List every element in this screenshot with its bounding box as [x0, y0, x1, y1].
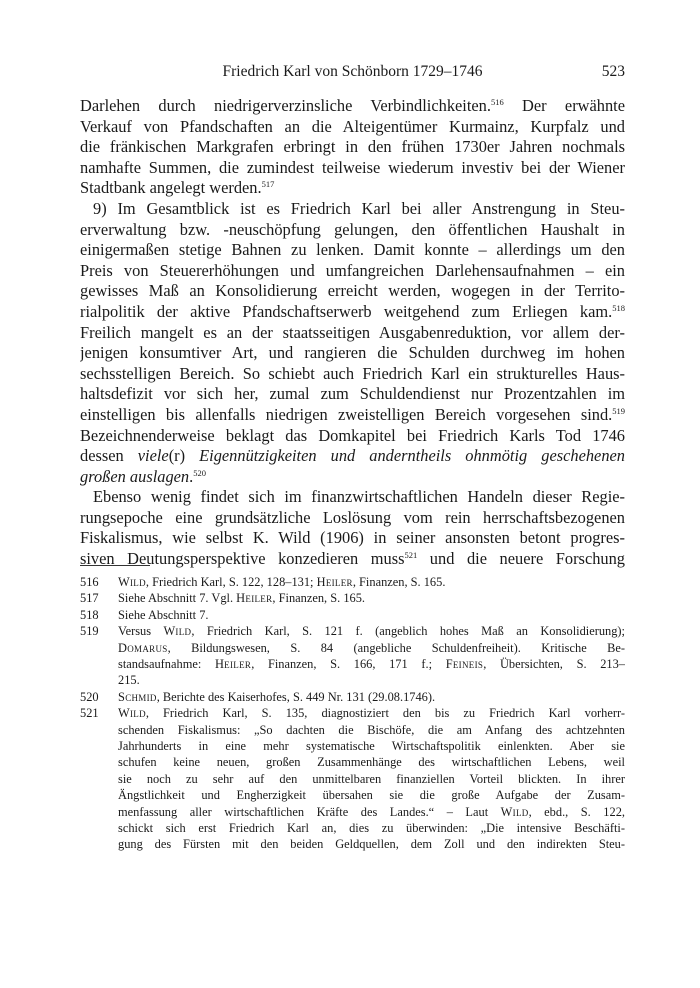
text-run: , Finanzen, S. 166, 171 f.; — [251, 657, 446, 671]
text-run: Bezeichnenderweise beklagt das Domkapitel bei Friedrich Karls Tod 1746 — [80, 425, 625, 445]
body-line — [80, 178, 625, 199]
footnote-text — [118, 607, 625, 623]
text-run: dessen — [80, 446, 138, 466]
body-line — [80, 467, 625, 488]
author-name: Domarus — [118, 640, 168, 655]
text-run: Ebenso wenig findet sich im finanzwirtschaftlichen Handeln dieser Regie- — [93, 487, 625, 507]
footnote-line — [118, 607, 625, 623]
body-line — [80, 508, 625, 529]
footnote — [80, 705, 625, 853]
text-run: rungsepoche eine grundsätzliche Loslösung vom rein herrschaftsbezogenen — [80, 507, 625, 527]
text-run: , Bildungswesen, S. 84 (angebliche Schuldenfreiheit). Kritische Be- — [167, 640, 625, 655]
footnote-number: 518 — [80, 607, 99, 622]
text-run: menfassung aller wirtschaftlichen Kräfte des Landes.“ – Laut — [118, 804, 501, 819]
text-run: Verkauf von Pfandschaften an die Alteigentümer Kurmainz, Kurpfalz und — [80, 116, 625, 136]
text-run: Darlehen durch niedrigerverzinsliche Verbindlichkeiten. — [80, 96, 491, 115]
body-line — [80, 261, 625, 282]
text-run: , Friedrich Karl, S. 135, diagnostiziert den bis zu Friedrich Karl vorherr- — [145, 706, 625, 721]
footnote-separator — [80, 565, 150, 566]
footnote-line — [118, 836, 625, 852]
author-name: Heiler — [236, 591, 273, 606]
footnote-line — [118, 738, 625, 754]
text-run: erverwaltung bzw. -neuschöpfung gelungen, den öffentlichen Haushalt in — [80, 219, 625, 239]
footnote-line — [118, 705, 625, 721]
text-run: gewisses Maß an Konsolidierung erreicht werden, wogegen in der Territo- — [80, 281, 625, 301]
text-run: , Berichte des Kaiserhofes, S. 449 Nr. 131 (29.08.1746). — [156, 689, 436, 704]
text-run: Fiskalismus, wie selbst K. Wild (1906) in seiner ansonsten betont progres- — [80, 528, 625, 548]
author-name: Heiler — [214, 657, 252, 671]
text-run: schenden Fiskalismus: „So dachten die Bischöfe, die am Anfang des achtzehnten — [118, 722, 625, 737]
body-line — [80, 220, 625, 241]
text-run: standsaufnahme: — [118, 657, 215, 671]
body-line — [80, 281, 625, 302]
running-head — [80, 62, 625, 82]
body-line — [80, 323, 625, 344]
body-line — [80, 549, 625, 570]
author-name: Schmid — [118, 689, 157, 704]
body-line — [80, 302, 625, 323]
footnote-number: 521 — [80, 706, 99, 721]
footnote-ref: 518 — [612, 302, 625, 313]
text-run: die fränkischen Markgrafen erbringt in den frühen 1730er Jahren nochmals — [80, 137, 625, 157]
footnote-line — [118, 640, 625, 656]
text-run: , ebd., S. 122, — [528, 804, 625, 819]
footnote-text — [118, 590, 625, 606]
footnote-text — [118, 705, 625, 853]
footnote-line — [118, 754, 625, 770]
footnote-line — [118, 820, 625, 836]
footnote-text — [118, 574, 625, 590]
page-number: 523 — [601, 63, 625, 80]
footnote-line — [118, 672, 625, 688]
footnote — [80, 574, 625, 590]
footnote — [80, 689, 625, 705]
body-line — [80, 137, 625, 158]
text-run: Jahrhunderts in eine mehr systematische Wirtschaftspolitik einlenkten. Aber sie — [118, 738, 625, 753]
text-run: schufen keine neuen, großen Zusammenhänge des wirtschaftlichen Lebens, weil — [118, 755, 625, 770]
footnote-line — [118, 771, 625, 787]
footnote-number: 520 — [80, 689, 99, 704]
text-run: (r) — [168, 446, 200, 466]
text-run: gung des Fürsten mit den beiden Geldquellen, dem Zoll und den indirekten Steu- — [118, 837, 625, 852]
body-line — [80, 446, 625, 467]
author-name: Feineis — [445, 657, 484, 671]
text-run: sechsstelligen Bereich. So schiebt auch Friedrich Karl ein strukturelles Haus- — [80, 363, 625, 383]
text-run: Preis von Steuererhöhungen und umfangreichen Darlehensaufnahmen – ein — [80, 260, 625, 280]
body-line — [80, 528, 625, 549]
italic-text: Eigennützigkeiten und anderntheils ohnmötig geschehenen — [199, 446, 625, 466]
text-run: haltsdefizit vor sich her, zumal zum Schuldendienst nur Prozentzahlen im — [80, 384, 625, 404]
text-run: , Finanzen, S. 165. — [352, 575, 446, 589]
text-run: , Friedrich Karl, S. 122, 128–131; — [145, 575, 317, 589]
footnote-ref: 519 — [612, 405, 625, 416]
text-run: schickt sich erst Friedrich Karl an, dies zu überwinden: „Die intensive Beschäfti- — [118, 820, 625, 835]
text-run: rialpolitik der aktive Pfandschaftserwerb weitgehend zum Erliegen kam. — [80, 301, 613, 321]
footnote — [80, 590, 625, 606]
footnote — [80, 607, 625, 623]
body-line — [80, 405, 625, 426]
body-line — [80, 158, 625, 179]
footnote-line — [118, 804, 625, 820]
author-name: Wild — [118, 575, 146, 589]
text-run: namhafte Summen, die zumindest teilweise wiederum investiv bei der Wiener — [80, 157, 625, 177]
footnote-line — [118, 574, 625, 590]
footnote-ref: 516 — [490, 97, 504, 107]
author-name: Wild — [500, 804, 529, 819]
author-name: Heiler — [316, 575, 353, 589]
text-run: einigermaßen stetige Bahnen zu lenken. Damit konnte – allerdings um den — [80, 240, 625, 260]
footnote — [80, 623, 625, 689]
footnote-line — [118, 656, 625, 672]
text-run: Siehe Abschnitt 7. — [118, 607, 209, 622]
body-line — [80, 364, 625, 385]
text-run: 215. — [118, 673, 140, 688]
body-text — [80, 96, 625, 570]
text-run: , Übersichten, S. 213– — [483, 657, 625, 671]
body-line — [80, 487, 625, 508]
text-run: sie noch zu sehr auf den unmittelbaren finanziellen Vorteil blickten. In ihrer — [118, 771, 625, 786]
italic-text: großen auslagen — [80, 466, 190, 486]
text-run: und die neuere Forschung — [417, 549, 625, 569]
text-run: 9) Im Gesamtblick ist es Friedrich Karl bei aller Anstrengung in Steu- — [93, 198, 625, 218]
text-run: . — [189, 466, 194, 486]
text-run: Freilich mangelt es an der staatsseitigen Ausgabenreduktion, vor allem der- — [80, 322, 625, 342]
footnote-number: 517 — [80, 591, 99, 606]
running-title: Friedrich Karl von Schönborn 1729–1746 — [222, 63, 483, 80]
footnote-line — [118, 722, 625, 738]
body-line — [80, 240, 625, 261]
footnote-number: 519 — [80, 624, 99, 639]
body-line — [80, 384, 625, 405]
footnote-line — [118, 689, 625, 705]
body-line — [80, 199, 625, 220]
text-run: Siehe Abschnitt 7. Vgl. — [118, 591, 237, 606]
body-line — [80, 96, 625, 117]
italic-text: viele — [137, 446, 169, 466]
text-run: Versus — [118, 624, 164, 639]
footnote-ref: 520 — [193, 467, 206, 478]
body-line — [80, 117, 625, 138]
text-run: siven Deutungsperspektive konzedieren muss — [80, 549, 405, 569]
body-line — [80, 343, 625, 364]
text-run: einstelligen bis allenfalls niedrigen zweistelligen Bereich vorgesehen sind. — [80, 404, 613, 424]
text-run: Stadtbank angelegt werden. — [80, 178, 262, 198]
footnote-ref: 517 — [261, 179, 275, 190]
text-run: Ängstlichkeit und Engherzigkeit übersahen sie die große Aufgabe der Zusam- — [118, 788, 625, 803]
text-run: jenigen konsumtiver Art, und rangieren die Schulden durchweg im hohen — [80, 343, 625, 363]
footnote-line — [118, 623, 625, 639]
footnote-line — [118, 590, 625, 606]
text-run: Der erwähnte — [503, 96, 625, 115]
text-run: , Finanzen, S. 165. — [272, 591, 366, 606]
author-name: Wild — [163, 624, 192, 639]
footnote-number: 516 — [80, 575, 99, 589]
body-line — [80, 426, 625, 447]
footnote-text — [118, 623, 625, 689]
footnote-text — [118, 689, 625, 705]
text-run: , Friedrich Karl, S. 121 f. (angeblich hohes Maß an Konsolidierung); — [191, 624, 625, 639]
footnotes — [80, 574, 625, 853]
footnote-ref: 521 — [404, 550, 418, 561]
footnote-line — [118, 787, 625, 803]
author-name: Wild — [118, 706, 146, 721]
